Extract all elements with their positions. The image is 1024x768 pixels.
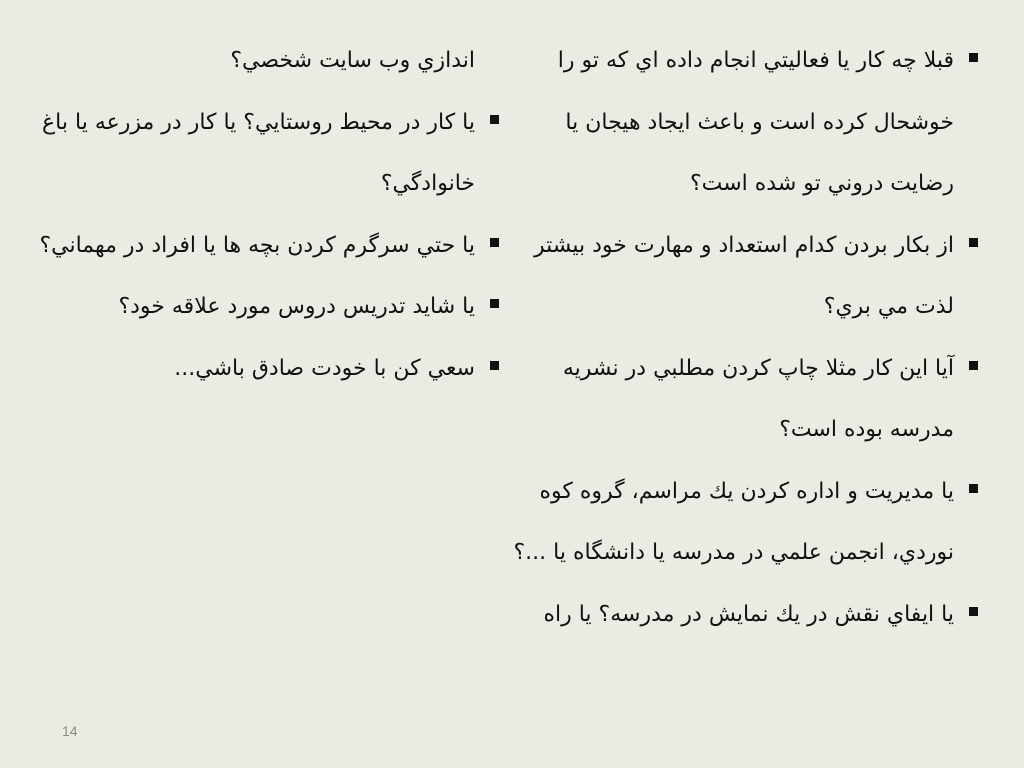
list-item [14, 215, 506, 277]
square-bullet-icon [969, 361, 978, 370]
right-text-column [505, 30, 985, 645]
square-bullet-icon [969, 238, 978, 247]
list-item [14, 276, 506, 338]
square-bullet-icon [969, 53, 978, 62]
list-item-text: سعي كن با خودت صادق باشي... [174, 355, 475, 381]
square-bullet-icon [490, 238, 499, 247]
list-item [505, 30, 985, 215]
list-item-text: قبلا چه کار يا فعاليتي انجام داده اي که تو را خوشحال کرده است و باعث ايجاد هيجان يا رضايت دروني تو شده است؟ [557, 48, 954, 196]
page-number: 14 [62, 723, 78, 739]
list-item-text: يا كار در محيط روستايي؟ يا كار در مزرعه يا باغ خانوادگي؟ [42, 109, 475, 196]
left-text-column [14, 30, 506, 399]
square-bullet-icon [490, 115, 499, 124]
list-item-text: اندازي وب سايت شخصي؟ [230, 48, 475, 73]
list-item-text: يا حتي سرگرم كردن بچه ها يا افراد در مهماني؟ [39, 232, 475, 258]
list-item-text: آيا اين كار مثلا چاپ كردن مطلبي در نشريه مدرسه بوده است؟ [562, 355, 954, 442]
square-bullet-icon [490, 299, 499, 308]
list-item-text: از بكار بردن كدام استعداد و مهارت خود بيشتر لذت مي بري؟ [533, 232, 954, 319]
list-item [505, 584, 985, 646]
list-item [14, 92, 506, 215]
square-bullet-icon [969, 484, 978, 493]
list-item [505, 215, 985, 338]
list-item [505, 461, 985, 584]
square-bullet-icon [969, 607, 978, 616]
list-item [505, 338, 985, 461]
square-bullet-icon [490, 361, 499, 370]
list-item [14, 338, 506, 400]
list-item-text: يا مديريت و اداره كردن يك مراسم، گروه كوه نوردي، انجمن علمي در مدرسه يا دانشگاه يا ...؟ [513, 478, 954, 565]
list-item-continuation [14, 30, 506, 92]
list-item-text: يا ايفاي نقش در يك نمايش در مدرسه؟ يا راه [543, 601, 954, 627]
list-item-text: يا شايد تدريس دروس مورد علاقه خود؟ [118, 294, 475, 319]
